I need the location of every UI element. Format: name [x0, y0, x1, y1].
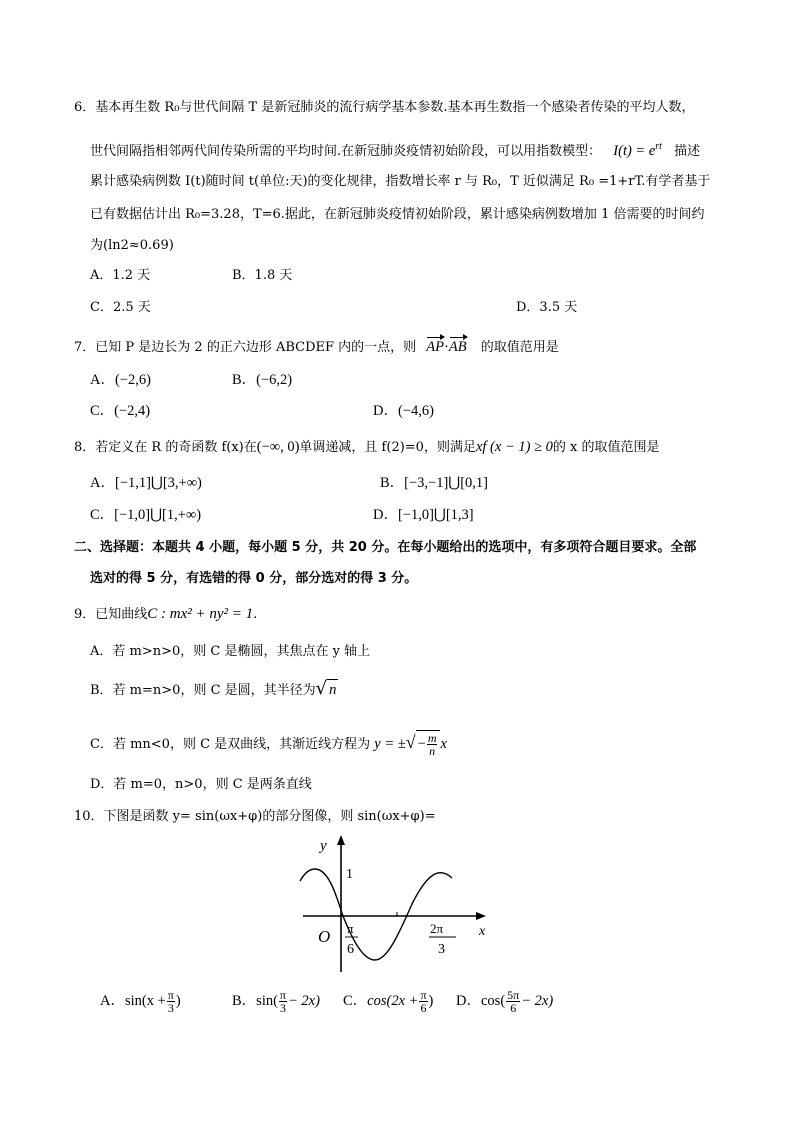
q7-stem-a: 7．已知 P 是边长为 2 的正六边形 ABCDEF 内的一点，则 — [74, 340, 417, 355]
q8-stem — [74, 437, 660, 458]
y-axis-arrow — [337, 835, 345, 845]
q6-option-d: D．3.5 天 — [516, 300, 578, 315]
q6-line4: 已有数据估计出 R₀=3.28，T=6.据此，在新冠肺炎疫情初始阶段，累计感染病例数增加 1 倍需要的时间约 — [90, 207, 705, 222]
q8-option-d: D．[−1,0]⋃[1,3] — [373, 507, 474, 523]
q7-option-b: B．(−6,2) — [232, 372, 293, 388]
q8-interval: (−∞, 0) — [256, 439, 300, 455]
x-label: x — [479, 924, 486, 939]
q9-curve: C : mx² + ny² = 1 — [147, 606, 254, 622]
q7-stem-b: 的取值范用是 — [480, 340, 559, 355]
q6-line2a: 世代间隔指相邻两代间传染所需的平均时间.在新冠肺炎疫情初始阶段，可以用指数模型： — [90, 143, 602, 159]
origin-label: O — [318, 927, 331, 946]
q8-stem-a: 8．若定义在 R 的奇函数 f(x)在 — [74, 440, 257, 455]
q7-option-c: C．(−2,4) — [90, 403, 151, 419]
q8-stem-b: 单调递减，且 f(2)=0，则满足 — [299, 440, 476, 455]
q9-asymptote: y = ±√ − $\frac{m}{n}$ x — [374, 731, 447, 758]
q7-stem — [74, 337, 559, 358]
q9-option-d: D．若 m=0，n>0，则 C 是两条直线 — [90, 777, 312, 792]
section2-title-line1: 二、选择题：本题共 4 小题，每小题 5 分，共 20 分。在每小题给出的选项中，有多项符合题目要求。全部 — [74, 540, 697, 555]
q6-option-c: C．2.5 天 — [90, 300, 151, 315]
q9-stem: 9．已知曲线C : mx² + ny² = 1. — [74, 606, 258, 622]
q6-model: $I(t) = e^{rt}$ — [613, 141, 662, 159]
q6-line2 — [90, 137, 700, 162]
pi-label: π — [347, 921, 354, 936]
q9-option-c: C．若 mn<0，则 C 是双曲线，其渐近线方程为 y = ±√ − $\frac{m}{n}$ x — [90, 731, 447, 758]
q10-option-d: D．cos( $\frac{5\pi}{6}$ − 2x) — [456, 988, 554, 1015]
section2-title-line2: 选对的得 5 分，有选错的得 0 分，部分选对的得 3 分。 — [90, 571, 418, 586]
q6-line2b: 描述 — [674, 143, 701, 159]
sine-graph — [296, 832, 496, 977]
q8-stem-c: 的 x 的取值范围是 — [552, 440, 660, 455]
q6-option-b: B．1.8 天 — [232, 268, 293, 283]
q9-option-a: A．若 m>n>0，则 C 是椭圆，其焦点在 y 轴上 — [90, 644, 371, 659]
two-pi-label: 2π — [430, 921, 444, 936]
q8-option-b: B．[−3,−1]⋃[0,1] — [380, 475, 488, 491]
q7-dot-product: AP·AB — [426, 339, 467, 355]
q8-inequality: xf (x − 1) ≥ 0 — [475, 439, 553, 455]
q7-option-a: A．(−2,6) — [90, 372, 151, 388]
x-axis-arrow — [476, 912, 486, 920]
q7-option-d: D．(−4,6) — [373, 403, 434, 419]
six-label: 6 — [347, 942, 354, 957]
q10-stem: 10．下图是函数 y= sin(ωx+φ)的部分图像，则 sin(ωx+φ)= — [74, 809, 436, 824]
three-label: 3 — [438, 942, 445, 957]
q9-option-b: B．若 m=n>0，则 C 是圆，其半径为√ n — [90, 678, 337, 699]
q10-option-c: C．cos(2x + $\frac{\pi}{6}$ ) — [343, 988, 434, 1015]
q10-option-b: B．sin( $\frac{\pi}{3}$ − 2x) — [232, 988, 320, 1015]
q10-option-a: A．sin(x + $\frac{\pi}{3}$ ) — [100, 988, 181, 1015]
tick-label-one: 1 — [346, 867, 353, 882]
q6-line1: 6．基本再生数 R₀与世代间隔 T 是新冠肺炎的流行病学基本参数.基本再生数指一个感染者传染的平均人数， — [74, 100, 695, 115]
q6-line3: 累计感染病例数 I(t)随时间 t(单位:天)的变化规律，指数增长率 r 与 R₀，T 近似满足 R₀ =1+rT.有学者基于 — [90, 174, 711, 189]
y-label: y — [320, 838, 327, 854]
q8-option-c: C．[−1,0]⋃[1,+∞) — [90, 507, 202, 523]
q6-option-a: A．1.2 天 — [90, 268, 151, 283]
sine-curve — [300, 869, 452, 960]
q9-stem-text: 9．已知曲线 — [74, 607, 148, 622]
q8-option-a: A．[−1,1]⋃[3,+∞) — [90, 475, 202, 491]
q6-line5: 为(ln2≈0.69) — [90, 238, 174, 253]
